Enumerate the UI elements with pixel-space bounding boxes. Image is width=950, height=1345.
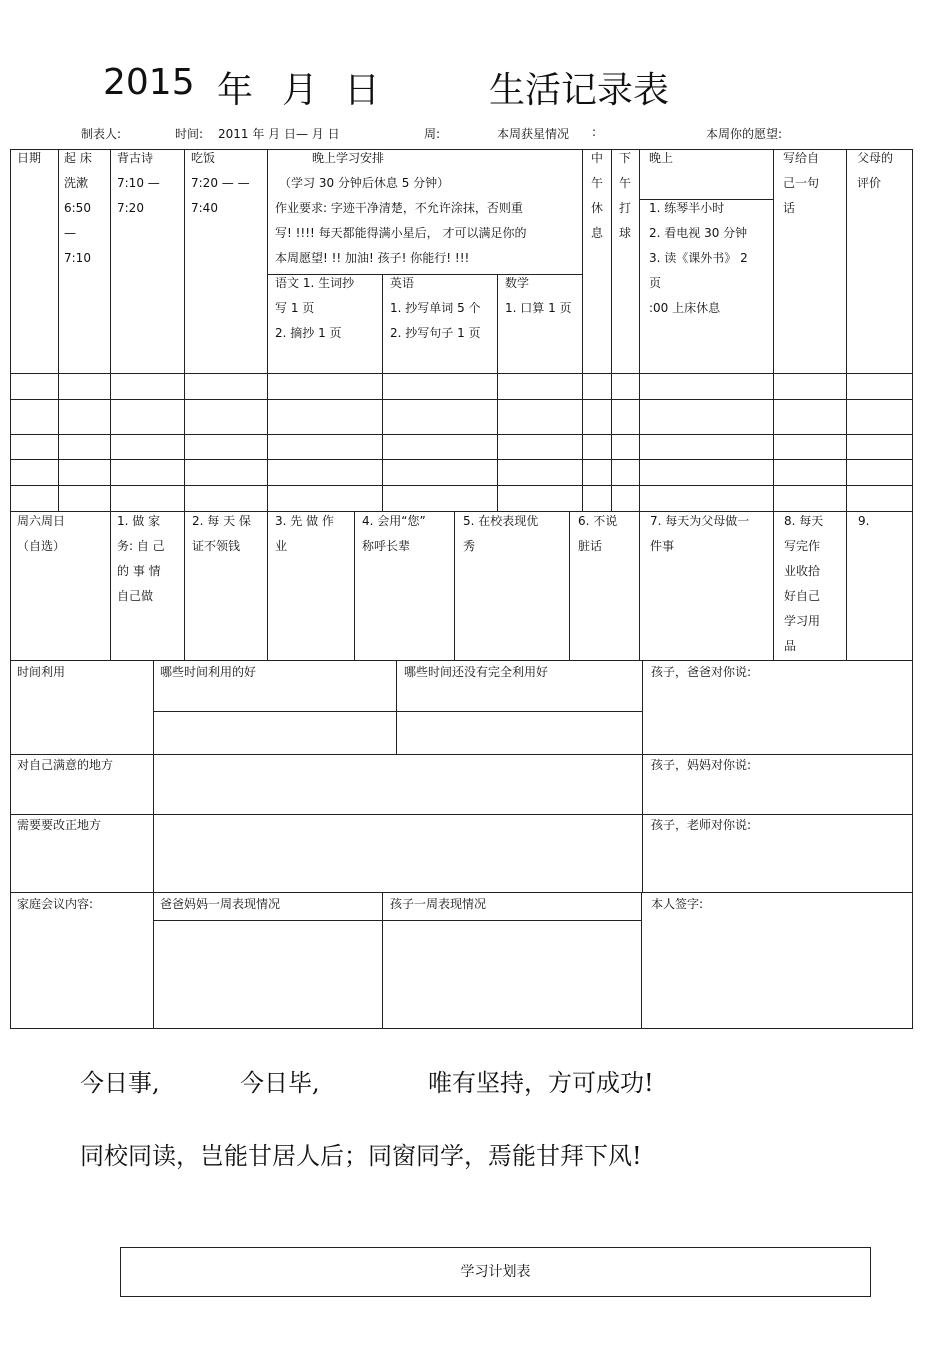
- weekend-item-line: 8. 每天: [784, 514, 824, 528]
- weekend-item-line: 7. 每天为父母做一: [650, 514, 750, 528]
- time-value: 2011 年 月 日— 月 日: [218, 127, 340, 141]
- requirement-line: 本周愿望! !! 加油! 孩子! 你能行! !!!: [275, 251, 470, 265]
- meal-line: 7:20 — —: [191, 176, 250, 190]
- weekend-item-line: 秀: [463, 539, 476, 553]
- signature-label: 本人签字:: [651, 897, 704, 911]
- weekend-item-line: 脏话: [578, 539, 603, 553]
- weekend-item-line: 称呼长辈: [362, 539, 411, 553]
- col-self-note: [783, 146, 819, 221]
- bad-use-label: 哪些时间还没有完全利用好: [404, 665, 549, 679]
- week-label: 周:: [424, 127, 441, 141]
- wakeup-line: 7:10: [64, 251, 91, 265]
- stars-colon: :: [592, 125, 597, 139]
- study-plan-title: 学习计划表: [460, 1264, 531, 1280]
- parent-eval-line: 父母的: [857, 151, 894, 165]
- subject-english: [390, 271, 481, 346]
- weekend-item-line: 4. 会用“您”: [362, 514, 426, 528]
- satisfied-label: 对自己满意的地方: [17, 758, 114, 772]
- self-note-line: 话: [783, 201, 796, 215]
- night-item: 页: [649, 276, 662, 290]
- chinese-line: 写 1 页: [275, 301, 315, 315]
- night-item: 3. 读《课外书》 2: [649, 251, 748, 265]
- good-use-label: 哪些时间利用的好: [160, 665, 257, 679]
- col-parent-eval: [857, 146, 893, 196]
- title-month-char: 月: [282, 70, 319, 111]
- poem-line: 背古诗: [117, 151, 154, 165]
- wakeup-line: —: [64, 226, 76, 240]
- parents-week-label: 爸爸妈妈一周表现情况: [160, 897, 281, 911]
- wish-label: 本周你的愿望:: [706, 127, 783, 141]
- wakeup-line: 起 床: [64, 151, 92, 165]
- requirement-line: 写! !!!! 每天都能得满小星后， 才可以满足你的: [275, 226, 527, 240]
- poem-line: 7:20: [117, 201, 144, 215]
- maker-label: 制表人:: [81, 127, 122, 141]
- title-text: 生活记录表: [489, 70, 670, 111]
- weekend-item-line: 写完作: [784, 539, 821, 553]
- evening-study-note: （学习 30 分钟后休息 5 分钟）: [279, 176, 450, 190]
- motto-line-1-c: 唯有坚持，方可成功!: [428, 1069, 654, 1097]
- afternoon-char: 下: [619, 151, 632, 165]
- weekend-item-5: [463, 509, 538, 559]
- night-item: :00 上床休息: [649, 301, 721, 315]
- weekend-item-line: 好自己: [784, 589, 821, 603]
- math-line: 1. 口算 1 页: [505, 301, 572, 315]
- dad-says-label: 孩子，爸爸对你说:: [651, 665, 752, 679]
- motto-line-1-b: 今日毕,: [240, 1069, 320, 1097]
- weekend-label-line: （自选）: [17, 539, 66, 553]
- time-use-label: 时间利用: [17, 665, 66, 679]
- weekend-item-line: 证不领钱: [192, 539, 241, 553]
- noon-char: 休: [591, 201, 604, 215]
- col-date-label: 日期: [17, 151, 42, 165]
- weekend-item-line: 2. 每 天 保: [192, 514, 251, 528]
- col-meal: [191, 146, 250, 221]
- weekend-item-line: 业收拾: [784, 564, 821, 578]
- english-line: 1. 抄写单词 5 个: [390, 301, 481, 315]
- wakeup-line: 6:50: [64, 201, 91, 215]
- time-label: 时间:: [175, 127, 204, 141]
- weekend-item-6: [578, 509, 617, 559]
- afternoon-char: 午: [619, 176, 632, 190]
- weekend-item-line: 的 事 情: [117, 564, 161, 578]
- meal-line: 7:40: [191, 201, 218, 215]
- requirement-line: 作业要求: 字迹干净清楚，不允许涂抹，否则重: [275, 201, 523, 215]
- teacher-says-label: 孩子，老师对你说:: [651, 818, 752, 832]
- english-line: 2. 抄写句子 1 页: [390, 326, 481, 340]
- weekend-item-line: 业: [275, 539, 288, 553]
- weekend-item-3: [275, 509, 334, 559]
- title-year: 2015: [103, 62, 195, 103]
- subject-math: [505, 271, 572, 321]
- night-item: 2. 看电视 30 分钟: [649, 226, 748, 240]
- weekend-item-line: 9.: [858, 514, 870, 528]
- weekend-item-line: 3. 先 做 作: [275, 514, 334, 528]
- weekend-item-line: 品: [784, 639, 797, 653]
- weekend-item-line: 务: 自 己: [117, 539, 165, 553]
- improve-label: 需要要改正地方: [17, 818, 102, 832]
- weekend-item-line: 学习用: [784, 614, 821, 628]
- subject-chinese: [275, 271, 354, 346]
- family-meeting-label: 家庭会议内容:: [17, 897, 94, 911]
- record-table: [10, 149, 913, 1029]
- title-year-char: 年: [217, 70, 254, 111]
- night-item: 1. 练琴半小时: [649, 201, 725, 215]
- col-date: [17, 146, 41, 171]
- stars-label: 本周获星情况: [497, 127, 570, 141]
- weekend-item-7: [650, 509, 749, 559]
- wakeup-line: 洗漱: [64, 176, 89, 190]
- evening-study-heading: 晚上学习安排: [312, 151, 385, 165]
- self-note-line: 写给自: [783, 151, 820, 165]
- afternoon-char: 球: [619, 226, 632, 240]
- weekend-item-2: [192, 509, 251, 559]
- col-afternoon: [619, 146, 631, 246]
- poem-line: 7:10 —: [117, 176, 160, 190]
- weekend-item-8: [784, 509, 823, 659]
- study-plan-box: [120, 1247, 871, 1297]
- col-wakeup: [64, 146, 92, 271]
- weekend-item-line: 1. 做 家: [117, 514, 161, 528]
- night-items: [649, 196, 748, 321]
- col-evening-study: [275, 146, 580, 271]
- chinese-line: 语文 1. 生词抄: [275, 276, 355, 290]
- weekend-item-1: [117, 509, 165, 609]
- weekend-item-line: 件事: [650, 539, 675, 553]
- page-title: [0, 62, 950, 112]
- weekend-item-line: 5. 在校表现优: [463, 514, 539, 528]
- motto-line-2: 同校同读，岂能甘居人后；同窗同学，焉能甘拜下风!: [80, 1142, 642, 1170]
- math-line: 数学: [505, 276, 530, 290]
- english-line: 英语: [390, 276, 415, 290]
- self-note-line: 己一句: [783, 176, 820, 190]
- noon-char: 中: [591, 151, 604, 165]
- weekend-label: [17, 509, 65, 559]
- title-day-char: 日: [344, 70, 381, 111]
- afternoon-char: 打: [619, 201, 632, 215]
- col-noon-rest: [591, 146, 603, 246]
- weekend-item-4: [362, 509, 426, 559]
- mom-says-label: 孩子，妈妈对你说:: [651, 758, 752, 772]
- col-poem: [117, 146, 160, 221]
- noon-char: 息: [591, 226, 604, 240]
- child-week-label: 孩子一周表现情况: [390, 897, 487, 911]
- weekend-label-line: 周六周日: [17, 514, 66, 528]
- parent-eval-line: 评价: [857, 176, 882, 190]
- night-heading: 晚上: [649, 151, 674, 165]
- noon-char: 午: [591, 176, 604, 190]
- col-night: [649, 146, 673, 171]
- motto-line-1-a: 今日事,: [80, 1069, 160, 1097]
- chinese-line: 2. 摘抄 1 页: [275, 326, 342, 340]
- weekend-item-line: 自己做: [117, 589, 154, 603]
- weekend-item-line: 6. 不说: [578, 514, 618, 528]
- weekend-item-9: [858, 509, 869, 534]
- meal-line: 吃饭: [191, 151, 216, 165]
